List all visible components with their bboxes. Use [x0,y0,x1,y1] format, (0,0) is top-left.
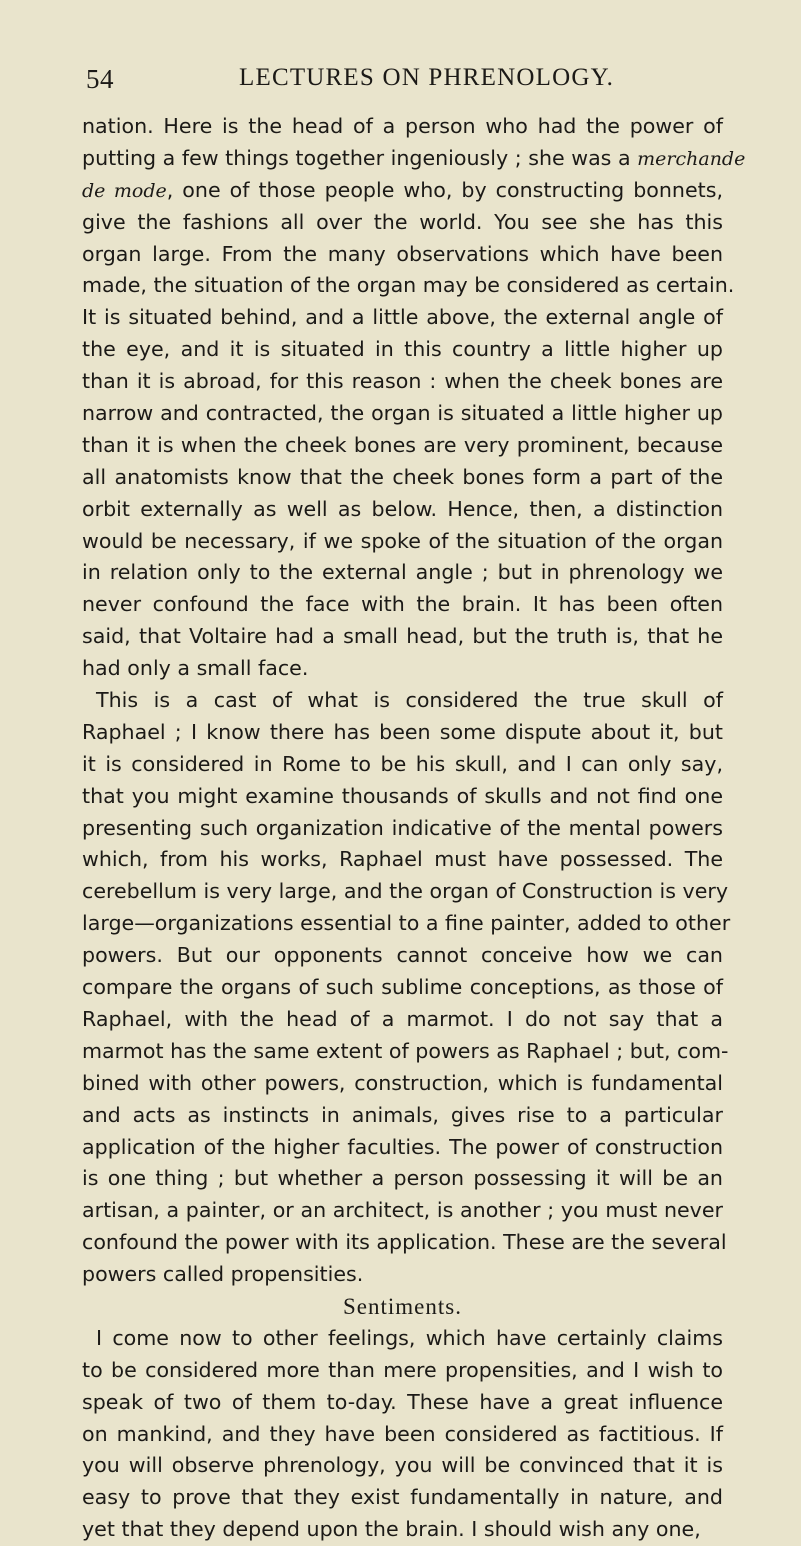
line-text: yet that they depend upon the brain. I should wish any one, [82,1517,701,1542]
line-text: Raphael, with the head of a marmot. I do not say that a [82,1006,723,1031]
line-text: narrow and contracted, the organ is situated a little higher up [82,401,723,426]
text-line [82,1068,723,1100]
text-line [82,398,723,430]
line-text: is one thing ; but whether a person possessing it will be an [82,1166,723,1191]
line-text: , one of those people who, by constructing bonnets, [166,177,724,202]
line-text: the eye, and it is situated in this country a little higher up [82,337,723,362]
line-text: powers. But our opponents cannot conceive how we can [82,943,723,968]
text-line [82,1004,723,1036]
text-line [82,621,723,653]
line-text: speak of two of them to-day. These have a great influence [82,1389,723,1414]
line-text: had only a small face. [82,656,309,681]
line-text: on mankind, and they have been considered as factitious. If [82,1421,723,1446]
line-text: would be necessary, if we spoke of the situation of the organ [82,528,723,553]
text-line [82,1482,723,1514]
line-text: you will observe phrenology, you will be convinced that it is [82,1453,723,1478]
text-line [82,908,731,940]
text-line [82,1132,723,1164]
text-line [82,557,723,589]
body-text [82,111,746,1546]
text-line [82,334,723,366]
line-text: It is situated behind, and a little above, the external angle of [82,305,723,330]
line-text: powers called propensities. [82,1262,364,1287]
line-text: marmot has the same extent of powers as Raphael ; but, com- [82,1038,729,1063]
text-line [82,462,723,494]
line-text: easy to prove that they exist fundamentally in nature, and [82,1485,723,1510]
line-text: putting a few things together ingeniously ; she was a [82,145,638,170]
line-text: said, that Voltaire had a small head, but the truth is, that he [82,624,723,649]
text-line [82,1036,729,1068]
line-text: presenting such organization indicative of the mental powers [82,815,723,840]
line-text: give the fashions all over the world. You see she has this [82,209,723,234]
text-line [82,175,723,207]
text-line [82,1450,723,1482]
section-heading [82,1291,723,1323]
text-line [82,972,723,1004]
line-text: bined with other powers, construction, which is fundamental [82,1070,723,1095]
text-line [82,749,723,781]
text-line [82,526,723,558]
line-text: than it is abroad, for this reason : when the cheek bones are [82,369,723,394]
line-text: that you might examine thousands of skulls and not find one [82,783,723,808]
section-heading-text: Sentiments. [343,1293,462,1319]
text-line [82,717,723,749]
line-text: Raphael ; I know there has been some dispute about it, but [82,719,723,744]
line-text: nation. Here is the head of a person who had the power of [82,114,723,138]
line-text: it is considered in Rome to be his skull, and I can only say, [82,751,723,776]
running-title: LECTURES ON PHRENOLOGY. [239,64,615,91]
page-number: 54 [86,64,114,94]
text-line [82,430,723,462]
line-text: This is a cast of what is considered the true skull of [96,688,723,713]
text-line [82,685,723,717]
running-head [86,64,723,104]
text-line [82,1355,723,1387]
text-line [82,1259,723,1291]
line-text: organ large. From the many observations which have been [82,241,723,266]
text-line [82,1419,723,1451]
text-line [82,1514,723,1546]
text-line [82,876,729,908]
line-text: cerebellum is very large, and the organ of Construction is very [82,879,729,904]
line-text: never confound the face with the brain. It has been often [82,592,723,617]
text-line [82,589,723,621]
text-line [82,813,723,845]
text-line [82,1387,723,1419]
text-line [82,143,746,175]
line-text: artisan, a painter, or an architect, is another ; you must never [82,1198,723,1223]
text-line [82,494,723,526]
italic-phrase: de mode [82,179,167,202]
text-line [82,111,723,143]
line-text: compare the organs of such sublime conceptions, as those of [82,975,723,1000]
line-text: large—organizations essential to a fine painter, added to other [82,911,731,936]
line-text: to be considered more than mere propensities, and I wish to [82,1357,723,1382]
line-text: than it is when the cheek bones are very prominent, because [82,432,723,457]
text-line [82,940,723,972]
text-line [82,1195,723,1227]
text-line [82,239,723,271]
text-line [82,844,723,876]
line-text: in relation only to the external angle ; but in phrenology we [82,560,723,585]
text-line [82,207,723,239]
text-line [82,1227,727,1259]
line-text: application of the higher faculties. The power of construction [82,1134,723,1159]
line-text: confound the power with its application. These are the several [82,1230,727,1255]
text-line [82,1163,723,1195]
text-line [82,302,723,334]
text-line [82,1100,723,1132]
text-line [82,366,723,398]
line-text: I come now to other feelings, which have certainly claims [96,1325,723,1350]
text-line [82,653,723,685]
line-text: all anatomists know that the cheek bones form a part of the [82,464,723,489]
line-text: orbit externally as well as below. Hence, then, a distinction [82,496,723,521]
line-text: which, from his works, Raphael must have possessed. The [82,847,723,872]
line-text: and acts as instincts in animals, gives rise to a particular [82,1102,723,1127]
italic-phrase: merchande [637,147,746,170]
line-text: made, the situation of the organ may be considered as certain. [82,273,735,298]
text-line [82,781,723,813]
text-line [82,1323,723,1355]
text-line [82,270,735,302]
